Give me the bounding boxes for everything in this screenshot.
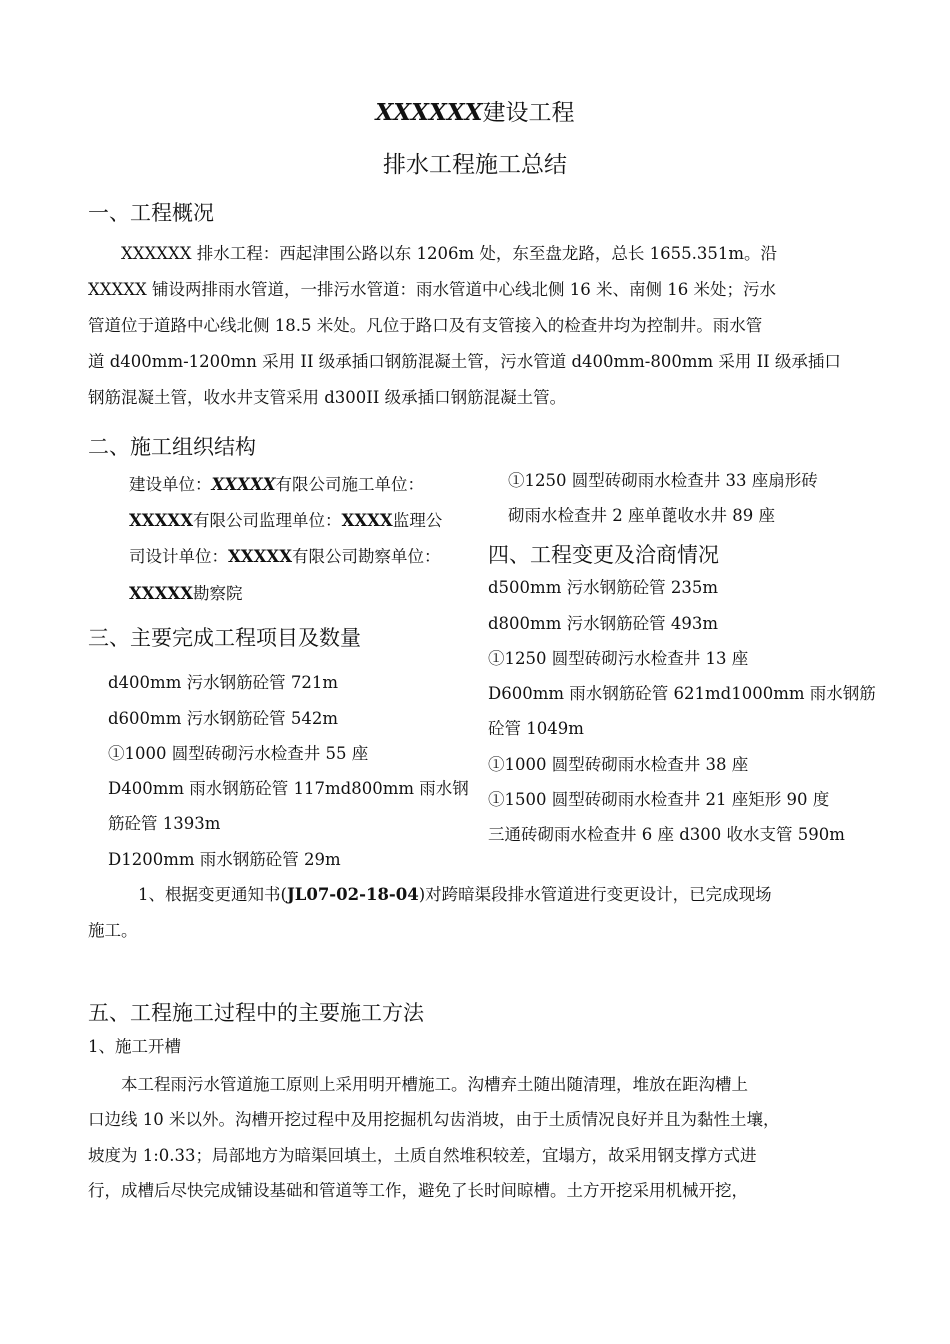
section-4-heading: 四、工程变更及洽商情况	[488, 543, 719, 567]
change-line-2: 施工。	[88, 921, 138, 940]
sec3-item-4: D400mm 雨水钢筋砼管 117md800mm 雨水钢	[108, 779, 469, 798]
sec4-item-1: d500mm 污水钢筋砼管 235m	[488, 578, 718, 597]
org-line-3	[129, 543, 441, 567]
change-notice-code: JL07-02-18-04	[286, 885, 419, 904]
section-3-heading: 三、主要完成工程项目及数量	[88, 626, 361, 650]
section-1-heading: 一、工程概况	[88, 201, 214, 225]
sec5-line-4: 行，成槽后尽快完成铺设基础和管道等工作，避免了长时间晾槽。土方开挖采用机械开挖，	[88, 1181, 748, 1200]
org-label: 有限公司施工单位：	[275, 475, 425, 494]
sec1-line-3: 管道位于道路中心线北侧 18.5 米处。凡位于路口及有支管接入的检查井均为控制井。雨水管	[88, 316, 763, 335]
sec3-item-2: d600mm 污水钢筋砼管 542m	[108, 709, 338, 728]
org-label: 司设计单位：	[129, 547, 228, 566]
sec4-item-6: ①1000 圆型砖砌雨水检查井 38 座	[488, 755, 749, 774]
sec4-item-2: d800mm 污水钢筋砼管 493m	[488, 614, 718, 633]
document-subtitle: 排水工程施工总结	[383, 152, 567, 178]
change-text: )对跨暗渠段排水管道进行变更设计，已完成现场	[418, 885, 772, 904]
sec1-line-4: 道 d400mm-1200mn 采用 II 级承插口钢筋混凝土管，污水管道 d400mm-800mm 采用 II 级承插口	[88, 352, 841, 371]
sec3-item-3: ①1000 圆型砖砌污水检查井 55 座	[108, 744, 369, 763]
sec5-line-3: 坡度为 1:0.33；局部地方为暗渠回填土，土质自然堆积较差，宜塌方，故采用钢支撑方式进	[88, 1146, 757, 1165]
sec4-item-4: D600mm 雨水钢筋砼管 621md1000mm 雨水钢筋	[488, 684, 876, 703]
section-5-heading: 五、工程施工过程中的主要施工方法	[88, 1001, 424, 1025]
change-text: 1、根据变更通知书(	[138, 885, 287, 904]
change-line-1	[138, 881, 772, 905]
org-line-1	[129, 471, 424, 495]
org-label: 有限公司监理单位：	[193, 511, 342, 530]
right-col-line-2: 砌雨水检查井 2 座单蓖收水井 89 座	[508, 506, 775, 525]
org-line-4	[129, 580, 243, 604]
sec1-line-5: 钢筋混凝土管，收水井支管采用 d300II 级承插口钢筋混凝土管。	[88, 388, 567, 407]
org-name-redacted: XXXXX	[228, 547, 293, 566]
sec5-line-2: 口边线 10 米以外。沟槽开挖过程中及用挖掘机勾齿消坡，由于土质情况良好并且为黏性土壤，	[88, 1110, 780, 1129]
sec4-item-5: 砼管 1049m	[488, 719, 584, 738]
title-suffix: 建设工程	[482, 100, 575, 126]
sec4-item-3: ①1250 圆型砖砌污水检查井 13 座	[488, 649, 749, 668]
org-label: 监理公	[392, 511, 443, 530]
sec4-item-8: 三通砖砌雨水检查井 6 座 d300 收水支管 590m	[488, 825, 845, 844]
sec3-item-5: 筋砼管 1393m	[108, 814, 221, 833]
sec1-line-2: XXXXX 铺设两排雨水管道，一排污水管道：雨水管道中心线北侧 16 米、南侧 16 米处；污水	[88, 280, 776, 299]
org-name-redacted: XXXXX	[211, 475, 276, 494]
title-project-name: XXXXXX	[375, 99, 483, 126]
sec5-line-1: 本工程雨污水管道施工原则上采用明开槽施工。沟槽弃土随出随清理，堆放在距沟槽上	[121, 1075, 748, 1094]
sec5-subheading: 1、施工开槽	[88, 1037, 181, 1056]
right-col-line-1: ①1250 圆型砖砌雨水检查井 33 座扇形砖	[508, 471, 818, 490]
org-name-redacted: XXXXX	[129, 584, 194, 603]
org-label: 勘察院	[193, 584, 243, 603]
sec3-item-1: d400mm 污水钢筋砼管 721m	[108, 673, 338, 692]
org-label: 有限公司勘察单位：	[292, 547, 441, 566]
document-title	[0, 94, 950, 127]
sec3-item-6: D1200mm 雨水钢筋砼管 29m	[108, 850, 341, 869]
org-label: 建设单位：	[129, 475, 212, 494]
org-line-2	[129, 507, 442, 531]
section-2-heading: 二、施工组织结构	[88, 435, 256, 459]
sec1-line-1: XXXXXX 排水工程：西起津围公路以东 1206m 处，东至盘龙路，总长 1655.351m。沿	[121, 244, 777, 263]
org-name-redacted: XXXX	[341, 511, 393, 530]
sec4-item-7: ①1500 圆型砖砌雨水检查井 21 座矩形 90 度	[488, 790, 830, 809]
org-name-redacted: XXXXX	[129, 511, 194, 530]
